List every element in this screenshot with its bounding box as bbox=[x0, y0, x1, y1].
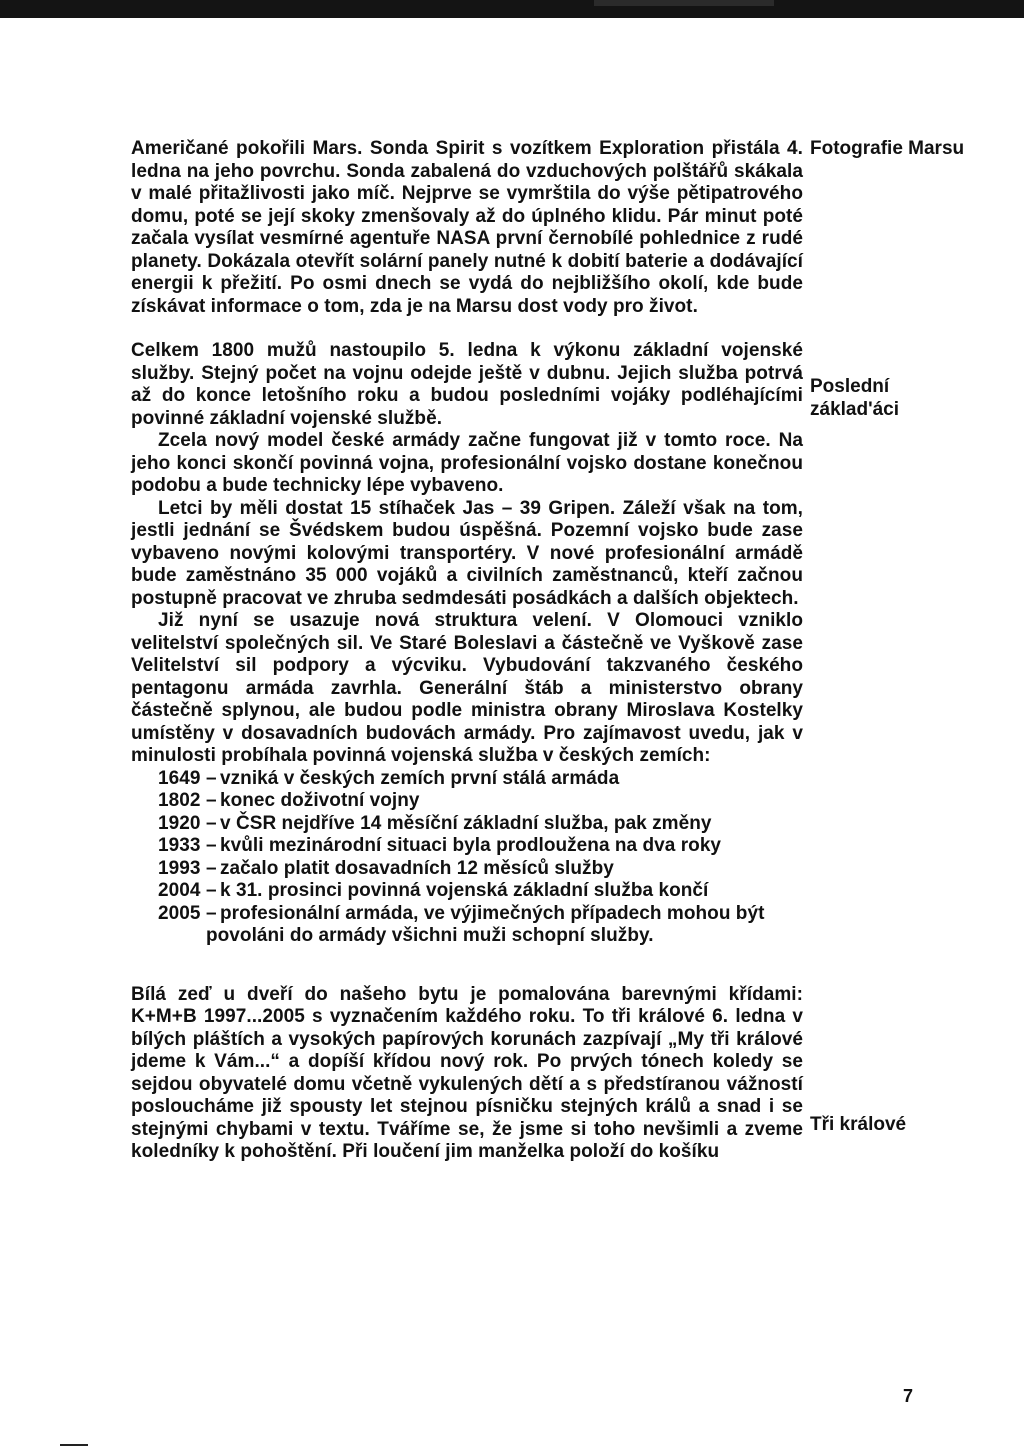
side-label-army bbox=[810, 376, 1010, 421]
timeline-year: 1802 bbox=[158, 790, 201, 811]
timeline-year: 1933 bbox=[158, 835, 201, 856]
timeline-text: začalo platit dosavadních 12 měsíců služby bbox=[220, 857, 614, 879]
timeline-item: 1802 – konec doživotní vojny bbox=[158, 790, 420, 811]
paragraph: Zcela nový model české armády začne fungovat již v tomto roce. Na jeho konci skončí povinná vojna, profesionální vojsko dostane konečnou podobu a bude technicky lépe vybaveno. bbox=[131, 430, 803, 496]
page-number: 7 bbox=[903, 1386, 914, 1406]
timeline-item: 2004 – k 31. prosinci povinná vojenská základní služba končí bbox=[158, 880, 709, 901]
timeline-year: 2004 bbox=[158, 880, 201, 901]
timeline-year: 1649 bbox=[158, 767, 201, 789]
scan-mark bbox=[60, 1444, 88, 1446]
timeline-year: 2005 bbox=[158, 902, 201, 924]
paragraph: Bílá zeď u dveří do našeho bytu je pomalována barevnými křídami: K+M+B 1997...2005 s vyznačením každého roku. To tři králové 6. ledna v bílých pláštích a vysokých papírových korunách zazpívají „My tři králové jdeme k Vám...“ a dopíší křídou nový rok. Po prvých tónech koledy se sejdou obyvatelé domu včetně vykulených dětí a s předstíranou vážností posloucháme již spousty let stejnou písničku stejných králů a snad i se stejnými chybami v textu. Tváříme se, že jsme si toho nevšimli a zveme koledníky k pohoštění. Při loučení jim manželka položí do košíku bbox=[131, 983, 803, 1162]
timeline-year: 1920 bbox=[158, 812, 201, 834]
side-label-three-kings: Tři králové bbox=[810, 1114, 907, 1135]
scan-noise bbox=[594, 0, 774, 6]
page-body bbox=[131, 138, 803, 1164]
section-three-kings bbox=[131, 984, 803, 1164]
timeline-text: v ČSR nejdříve 14 měsíční základní služba, pak změny bbox=[220, 812, 712, 834]
timeline-list bbox=[131, 768, 803, 948]
timeline-item: 1933 – kvůli mezinárodní situaci byla prodloužena na dva roky bbox=[158, 835, 722, 856]
timeline-text: konec doživotní vojny bbox=[220, 790, 420, 811]
paragraph: Letci by měli dostat 15 stíhaček Jas – 39 Gripen. Záleží však na tom, jestli jednání se Švédskem budou úspěšná. Pozemní vojsko bude zase vybaveno novými kolovými transportéry. V nové profesionální armádě bude zaměstnáno 35 000 vojáků a civilních zaměstnanců, kteří začnou postupně pracovat ve zhruba sedmdesáti posádkách a dalších objektech. bbox=[131, 497, 803, 609]
side-label-mars: Fotografie Marsu bbox=[810, 138, 965, 159]
section-army bbox=[131, 340, 803, 948]
side-label-line: základ'áci bbox=[810, 398, 900, 420]
section-mars bbox=[131, 138, 803, 318]
side-label-line: Poslední bbox=[810, 376, 890, 397]
timeline-item: 1993 – začalo platit dosavadních 12 měsíců služby bbox=[158, 857, 614, 879]
paragraph: Již nyní se usazuje nová struktura velení. V Olomouci vzniklo velitelství společných sil. Ve Staré Boleslavi a částečně ve Vyškově zase Velitelství sil podpory a výcviku. Vybudování takzvaného českého pentagonu armáda zavrhla. Generální štáb a ministerstvo obrany částečně splynou, ale budou podle ministra obrany Miroslava Kostelky umístěny v dosavadních budovách armády. Pro zajímavost uvedu, jak v minulosti probíhala povinná vojenská služba v českých zemích: bbox=[131, 610, 803, 766]
timeline-item: 1649 – vzniká v českých zemích první stálá armáda bbox=[158, 767, 620, 789]
scan-top-edge bbox=[0, 0, 1024, 18]
timeline-text: k 31. prosinci povinná vojenská základní služba končí bbox=[220, 880, 709, 901]
timeline-text: vzniká v českých zemích první stálá armáda bbox=[220, 767, 620, 789]
timeline-item: 2005 – profesionální armáda, ve výjimečných případech mohou být povoláni do armády všichni muži schopní služby. bbox=[158, 902, 765, 946]
timeline-text: kvůli mezinárodní situaci byla prodloužena na dva roky bbox=[220, 835, 722, 856]
paragraph: Celkem 1800 mužů nastoupilo 5. ledna k výkonu základní vojenské služby. Stejný počet na vojnu odejde ještě v dubnu. Jejich služba potrvá až do konce letošního roku a budou posledními vojáky podléhajícími povinné základní vojenské službě. bbox=[131, 340, 803, 429]
timeline-year: 1993 bbox=[158, 857, 201, 879]
timeline-text: profesionální armáda, ve výjimečných případech mohou být povoláni do armády všichni muži schopní služby. bbox=[206, 902, 765, 946]
paragraph: Američané pokořili Mars. Sonda Spirit s vozítkem Exploration přistála 4. ledna na jeho povrchu. Sonda zabalená do vzduchových polštářů skákala v malé přitažlivosti jako míč. Nejprve se vymrštila do výše pětipatrového domu, poté se její skoky zmenšovaly až do úplného klidu. Pár minut poté začala vysílat vesmírné agentuře NASA první černobílé pohlednice z rudé planety. Dokázala otevřít solární panely nutné k dobití baterie a dodávající energii k přežití. Po osmi dnech se vydá do nejbližšího okolí, kde bude získávat informace o tom, zda je na Marsu dost vody pro život. bbox=[131, 138, 803, 317]
timeline-item: 1920 – v ČSR nejdříve 14 měsíční základní služba, pak změny bbox=[158, 812, 712, 834]
